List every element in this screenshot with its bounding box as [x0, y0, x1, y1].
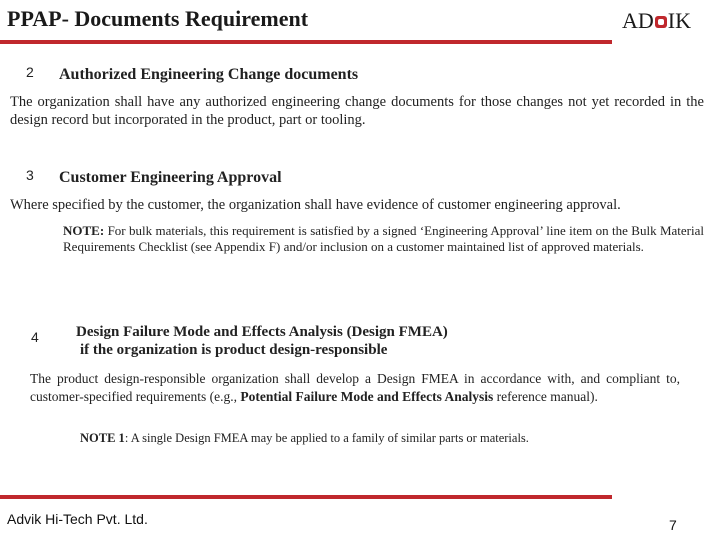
section-note — [63, 223, 704, 255]
section-heading-line2: if the organization is product design-responsible — [80, 342, 388, 358]
footer-divider — [0, 495, 612, 499]
section-note — [80, 430, 680, 446]
note-text: For bulk materials, this requirement is satisfied by a signed ‘Engineering Approval’ line item on the Bulk Material Requirements Checklist (see Appendix F) and/or inclusion on a customer maintained list of approved materials. — [63, 223, 704, 254]
section-body: Where specified by the customer, the organization shall have evidence of customer engineering approval. — [10, 197, 621, 213]
section-body: The organization shall have any authorized engineering change documents for those changes not yet recorded in the design record but incorporated in the product, part or tooling. — [10, 94, 704, 128]
section-body — [30, 370, 680, 406]
page-number: 7 — [669, 517, 677, 533]
brand-logo-left: AD — [622, 8, 654, 33]
section-number: 2 — [26, 64, 34, 80]
body-text-start: The product design-responsible organization shall develop a Design FMEA in accordance with, and compliant to, customer-specified requirements (e.g., — [30, 371, 680, 404]
body-text-end: reference manual). — [493, 389, 598, 404]
brand-logo — [622, 8, 691, 34]
page-title: PPAP- Documents Requirement — [7, 6, 309, 31]
note-label: NOTE 1 — [80, 431, 125, 445]
section-number: 4 — [31, 329, 39, 345]
note-text: : A single Design FMEA may be applied to a family of similar parts or materials. — [124, 431, 529, 445]
brand-logo-right: IK — [667, 8, 691, 33]
section-heading: Design Failure Mode and Effects Analysis (Design FMEA) — [76, 324, 448, 340]
section-heading: Customer Engineering Approval — [59, 169, 282, 186]
body-text-bold: Potential Failure Mode and Effects Analysis — [240, 389, 494, 404]
section-heading: Authorized Engineering Change documents — [59, 66, 359, 83]
brand-logo-q-icon — [655, 16, 667, 28]
header-divider — [0, 40, 612, 44]
section-number: 3 — [26, 167, 34, 183]
footer-company: Advik Hi-Tech Pvt. Ltd. — [7, 511, 148, 527]
note-label: NOTE: — [63, 223, 105, 238]
